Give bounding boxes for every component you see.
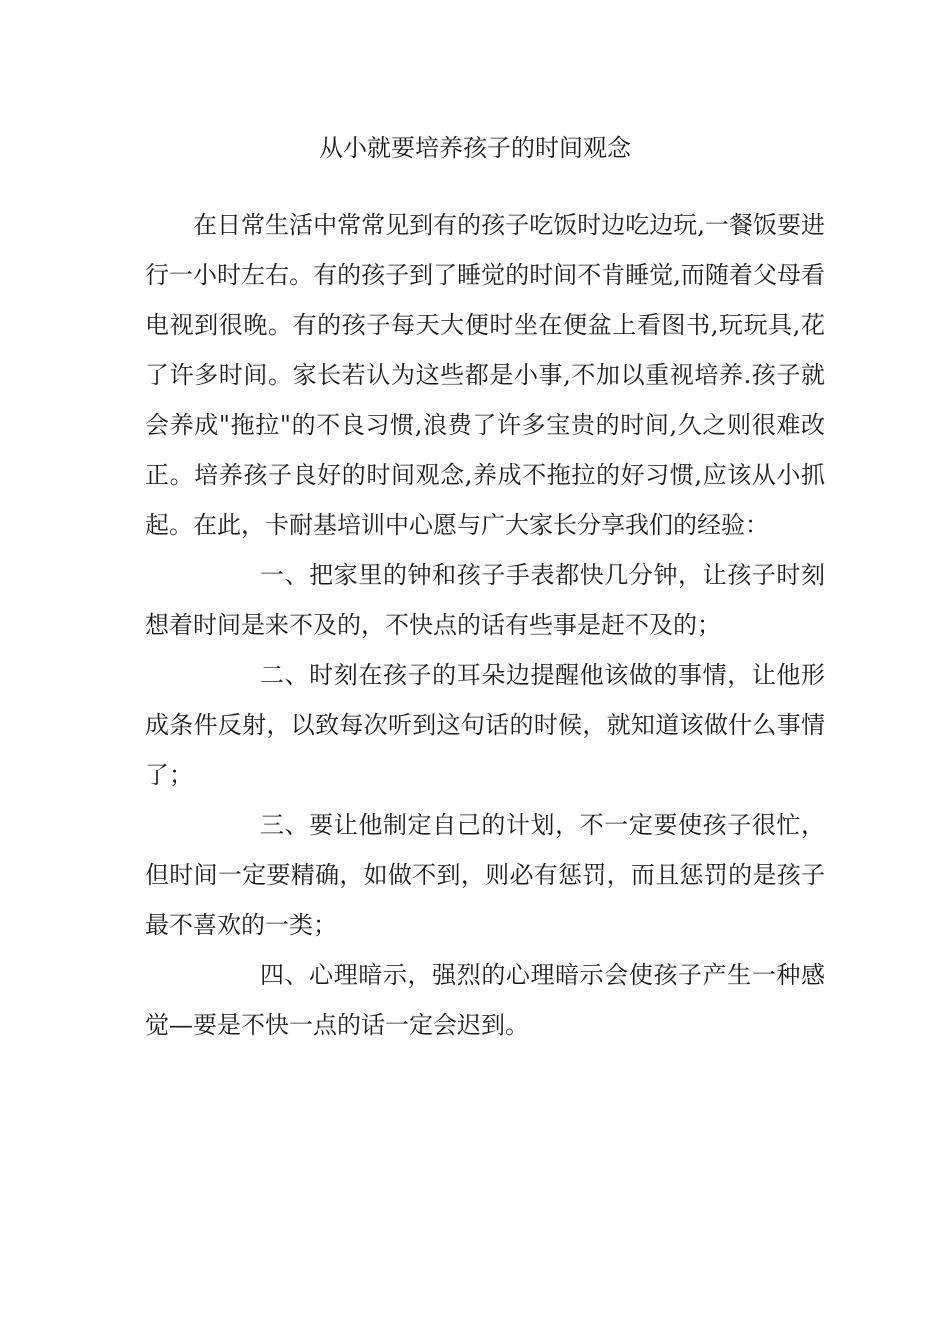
intro-paragraph: 在日常生活中常常见到有的孩子吃饭时边吃边玩,一餐饭要进行一小时左右。有的孩子到了睡觉的时间不肯睡觉,而随着父母看电视到很晚。有的孩子每天大便时坐在便盆上看图书,玩玩具,花了许多时间。家长若认为这些都是小事,不加以重视培养.孩子就会养成"拖拉"的不良习惯,浪费了许多宝贵的时间,久之则很难改正。培养孩子良好的时间观念,养成不拖拉的好习惯,应该从小抓起。在此，卡耐基培训中心愿与广大家长分享我们的经验： xyxy=(145,211,825,539)
tip-paragraph-2: 二、时刻在孩子的耳朵边提醒他该做的事情，让他形成条件反射，以致每次听到这句话的时候，就知道该做什么事情了； xyxy=(145,661,825,789)
document-title: 从小就要培养孩子的时间观念 xyxy=(319,134,631,162)
tip-paragraph-4: 四、心理暗示，强烈的心理暗示会使孩子产生一种感觉—要是不快一点的话一定会迟到。 xyxy=(145,961,825,1039)
tip-paragraph-1: 一、把家里的钟和孩子手表都快几分钟，让孩子时刻想着时间是来不及的，不快点的话有些事是赶不及的； xyxy=(145,561,825,639)
tip-paragraph-3: 三、要让他制定自己的计划，不一定要使孩子很忙，但时间一定要精确，如做不到，则必有惩罚，而且惩罚的是孩子最不喜欢的一类； xyxy=(145,811,825,939)
document-body xyxy=(145,200,825,1050)
